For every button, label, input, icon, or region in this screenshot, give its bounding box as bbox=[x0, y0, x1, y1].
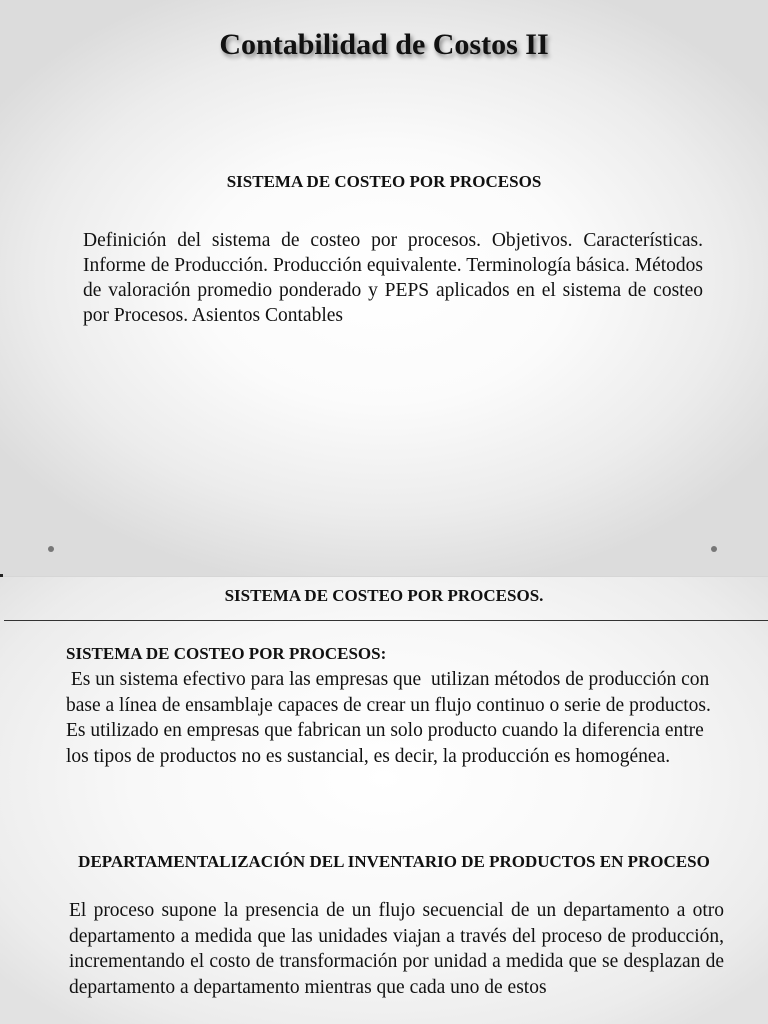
bullet-dot-left bbox=[48, 546, 54, 552]
section-heading: DEPARTAMENTALIZACIÓN DEL INVENTARIO DE PRODUCTOS EN PROCESO bbox=[78, 852, 710, 871]
slide-2-paragraph: Es un sistema efectivo para las empresas que utilizan métodos de producción con base a línea de ensamblaje capaces de crear un flujo continuo o serie de productos. Es utilizado en empresas que fabrican un solo producto cuando la diferencia entre los tipos de productos no es sustancial, es decir, la producción es homogénea. bbox=[66, 669, 721, 767]
slide-2-subheading: SISTEMA DE COSTEO POR PROCESOS: bbox=[66, 644, 387, 663]
slide-title: Contabilidad de Costos II bbox=[219, 28, 549, 61]
slide-1-paragraph: Definición del sistema de costeo por procesos. Objetivos. Características. Informe de Producción. Producción equivalente. Terminología básica. Métodos de valoración promedio ponderado y PEPS aplicados en el sistema de costeo por Procesos. Asientos Contables bbox=[83, 230, 703, 326]
slide-2 bbox=[0, 577, 768, 1024]
heading-divider bbox=[4, 620, 768, 621]
bullet-dot-right bbox=[711, 546, 717, 552]
slide-2-heading: SISTEMA DE COSTEO POR PROCESOS. bbox=[224, 586, 544, 605]
section-paragraph: El proceso supone la presencia de un flujo secuencial de un departamento a otro departamento a medida que las unidades viajan a través del proceso de producción, incrementando el costo de transformación por unidad a medida que se desplazan de departamento a departamento mientras que cada uno de estos bbox=[69, 900, 724, 998]
slide-1-heading: SISTEMA DE COSTEO POR PROCESOS bbox=[226, 172, 542, 191]
